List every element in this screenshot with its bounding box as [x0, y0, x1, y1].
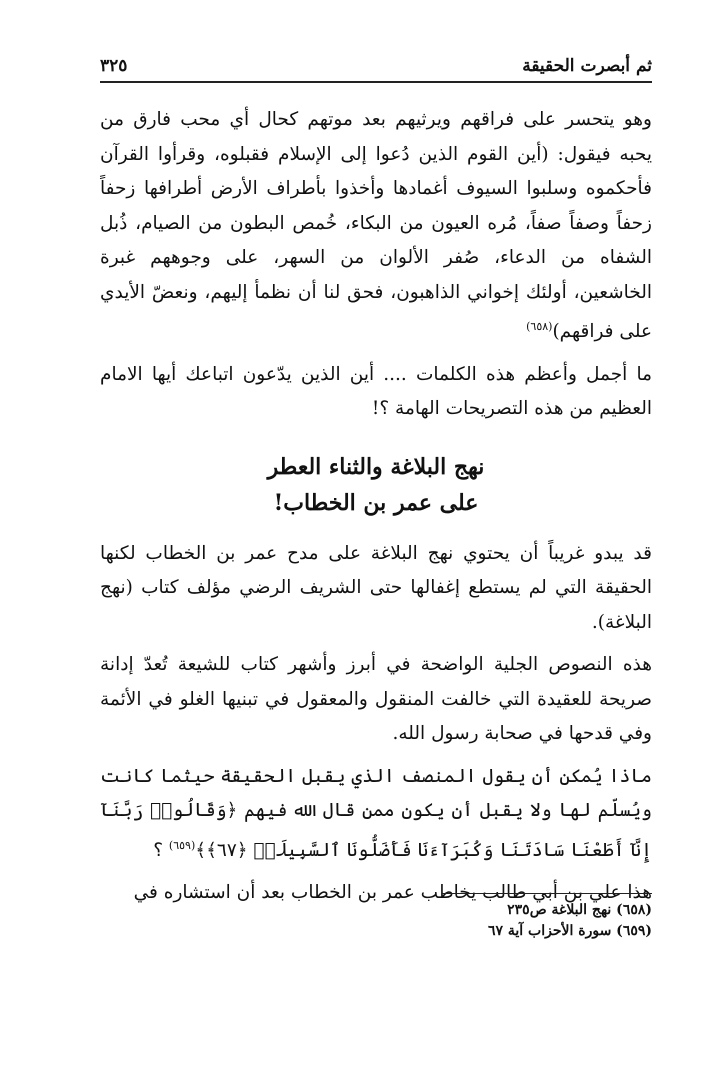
body-text [100, 103, 652, 911]
footnote: (٦٥٩) سورة الأحزاب آية ٦٧ [487, 923, 652, 939]
paragraph-text: وهو يتحسر على فراقهم ويرثيهم بعد موتهم كحال أي محب فارق من يحبه فيقول: (أين القوم الذين دُعوا إلى الإسلام فقبلوه، وقرأوا القرآن فأحكموه وسلبوا السيوف أغمادها وأخذوا بأطراف الأرض أطرافها زحفاً زحفاً وصفاً صفاً، مُره العيون من البكاء، خُمص البطون من الصيام، ذُبل الشفاه من الدعاء، صُفر الألوان من السهر، على وجوههم غبرة الخاشعين، أولئك إخواني الذاهبون، فحق لنا أن نظمأ إليهم، ونعضّ الأيدي على فراقهم) [100, 109, 652, 343]
paragraph-text: ماذا يُمكن أن يقول المنصف الذي يقبل الحقيقة حيثما كانت ويُسلّم لها ولا يقبل أن يكون ممن قال الله فيهم ﴿وَقَالُوا۟ رَبَّنَآ إِنَّآ أَطَعْنَا سَادَتَنَا وَكُبَرَآءَنَا فَأَضَلُّونَا ٱلسَّبِيلَا۠ ﴿٦٧﴾﴾ [100, 765, 652, 861]
paragraph: هذه النصوص الجلية الواضحة في أبرز وأشهر كتاب للشيعة تُعدّ إدانة صريحة للعقيدة التي خالفت المنقول والمعقول في تبنيها الغلو في الأئمة وفي قدحها في صحابة رسول الله. [100, 654, 652, 745]
section-heading [100, 449, 652, 521]
page-number: ٣٢٥ [100, 56, 128, 76]
paragraph: ما أجمل وأعظم هذه الكلمات .... أين الذين يدّعون اتباعك أيها الامام العظيم من هذه التصريحات الهامة ؟! [100, 363, 652, 420]
footnote-divider [442, 893, 652, 894]
paragraph: هذا علي بن أبي طالب يخاطب عمر بن الخطاب بعد أن استشاره في [133, 882, 652, 904]
footnote: (٦٥٨) نهج البلاغة ص٢٣٥ [507, 902, 652, 918]
paragraph [100, 760, 652, 869]
book-title: ثم أبصرت الحقيقة [522, 56, 652, 76]
section-heading-line: نهج البلاغة والثناء العطر [267, 453, 485, 480]
paragraph: قد يبدو غريباً أن يحتوي نهج البلاغة على مدح عمر بن الخطاب لكنها الحقيقة التي لم يستطع إغفالها حتى الشريف الرضي مؤلف كتاب (نهج البلاغة). [100, 542, 652, 633]
footnote-ref: (٦٥٨) [526, 320, 553, 333]
document-page [100, 50, 652, 919]
section-heading-line: على عمر بن الخطاب! [273, 489, 479, 516]
footnotes [100, 893, 652, 942]
paragraph [100, 103, 652, 350]
footnote-ref: (٦٥٩) [168, 838, 196, 852]
paragraph-text: ؟ [153, 839, 169, 861]
running-header [100, 50, 652, 83]
